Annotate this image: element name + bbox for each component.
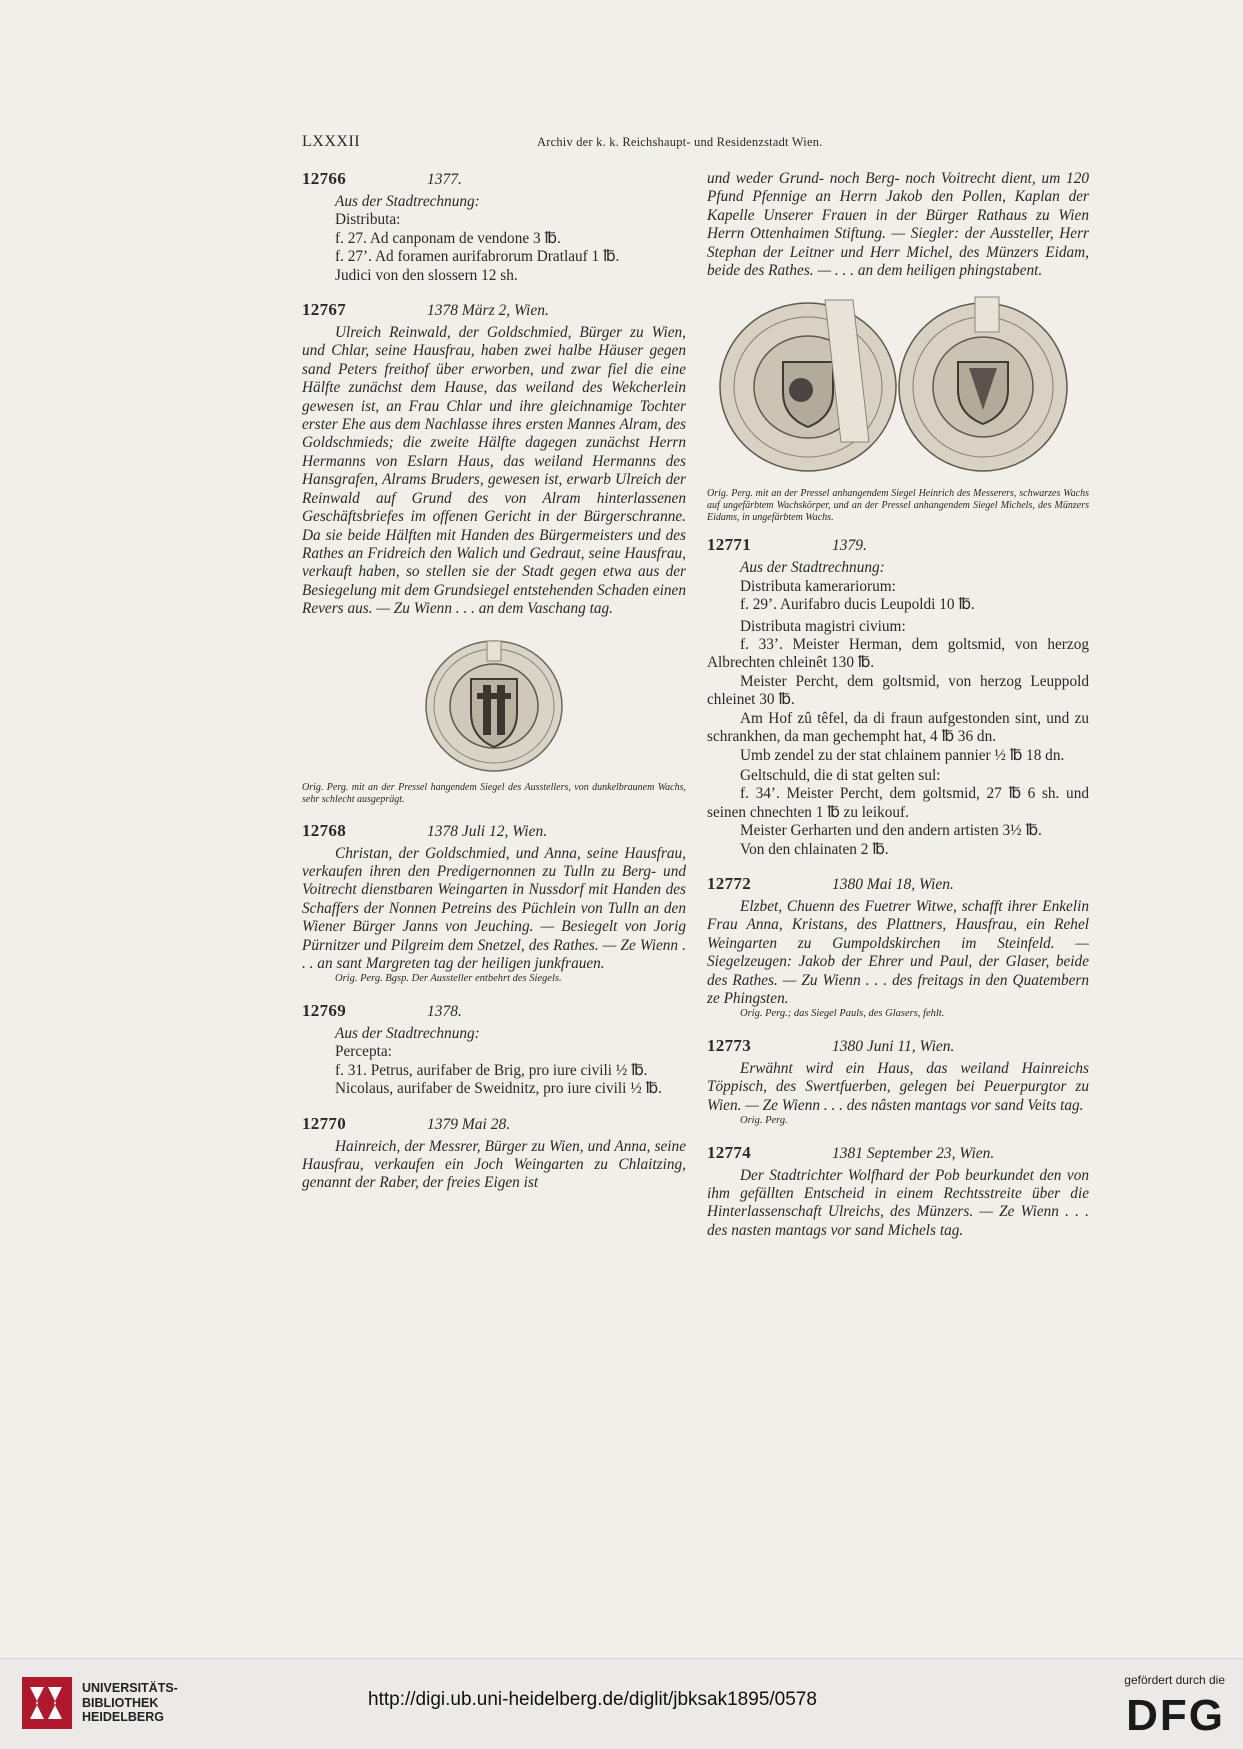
entry-12773 [707,1037,1089,1128]
entry-number: 12771 [707,535,751,555]
entry-note: Orig. Perg. Bgsp. Der Aussteller entbehrt des Siegels. [335,973,562,985]
entry-line: Distributa kamerariorum: [740,577,896,595]
entry-12770 [302,1115,686,1193]
entry-line: Distributa magistri civium: [740,617,906,635]
entry-12766 [302,170,686,285]
entry-12772 [707,875,1089,1021]
entry-line: Distributa: [335,211,401,229]
entry-date: 1377. [427,171,462,188]
entry-12768 [302,822,686,986]
footer-bar [0,1658,1243,1749]
entry-number: 12768 [302,820,346,840]
entry-date: 1378 Juli 12, Wien. [427,822,548,840]
entry-line: f. 27. Ad canponam de vendone 3 ℔. [335,229,561,247]
library-name-line: HEIDELBERG [82,1710,164,1724]
entry-line: f. 31. Petrus, aurifaber de Brig, pro iure civili ½ ℔. [335,1061,648,1079]
entry-12767 [302,301,686,806]
entry-12769 [302,1002,686,1099]
left-column [302,170,686,1209]
entry-text: Erwähnt wird ein Haus, das weiland Hainreichs Töppisch, des Swertfuerben, gelegen bei Peuerpurgtor zu Wien. — Ze Wienn . . . des nâsten mantags vor sand Veits tag. [707,1059,1089,1114]
library-name-line: UNIVERSITÄTS- [82,1681,178,1695]
entry-date: 1379. [832,537,867,555]
entry-text: Hainreich, der Messrer, Bürger zu Wien, und Anna, seine Hausfrau, verkaufen ein Joch Weingarten zu Chlaitzing, genannt der Raber, der freies Eigen ist [302,1137,686,1192]
entry-line: f. 33’. Meister Herman, dem goltsmid, von herzog Albrechten chleinêt 130 ℔. [707,636,1089,672]
entry-text: Der Stadtrichter Wolfhard der Pob beurkundet den von ihm gefällten Entscheid in einem Rechtsstreite über die Hinterlassenschaft Ulreichs, des Münzers. — Ze Wienn . . . des nasten mantags vor sand Michels tag. [707,1166,1089,1239]
entry-line: f. 29’. Aurifabro ducis Leupoldi 10 ℔. [740,596,975,614]
library-name-line: BIBLIOTHEK [82,1695,159,1710]
entry-12771 [707,536,1089,859]
entry-number: 12767 [302,300,346,320]
entry-line: Aus der Stadtrechnung: [740,559,885,577]
entry-text: Elzbet, Chuenn des Fuetrer Witwe, schafft ihrer Enkelin Frau Anna, Kristans, des Plattners, Hausfrau, ein Rehel Weingarten zu Gumpoldskirchen im Steinfeld. — Siegelzeugen: Jakob der Ehrer und Paul, der Glaser, beide des Rathes. — Zu Wienn . . . des freitags in den Quatembern ze Phingsten. [707,897,1089,1007]
entry-line: f. 34’. Meister Percht, dem goltsmid, 27 ℔ 6 sh. und seinen chnechten 1 ℔ zu leikouf. [707,785,1089,821]
entry-number: 12770 [302,1113,346,1133]
entry-12774 [707,1144,1089,1241]
entry-12770-continuation: und weder Grund- noch Berg- noch Voitrecht dient, um 120 Pfund Pfennige an Herrn Jakob den Pollen, Kaplan der Kapelle Unserer Frauen in der Bürger Rathaus zu Wien Herrn Ottenhaimen Stiftung. — Siegler: der Aussteller, Herr Stephan der Leitner und Herr Michel, des Münzers Eidam, beide des Rathes. — . . . an dem heiligen phingstabent. [707,170,1089,280]
figure-caption: Orig. Perg. mit an der Pressel hangendem Siegel des Ausstellers, von dunkelbraunem Wachs, sehr schlecht ausgeprägt. [302,781,686,805]
entry-date: 1380 Juni 11, Wien. [832,1037,955,1055]
entry-text: Ulreich Reinwald, der Goldschmied, Bürger zu Wien, und Chlar, seine Hausfrau, haben zwei halbe Häuser gegen sand Peters freithof über erworben, und zwar fiel die eine Hälfte zunächst dem Hause, das weiland des Wekcherlein gewesen ist, an Frau Chlar und ihre gleichnamige Tochter erster Ehe aus dem Nachlasse ihres ersten Mannes Alram, des Goldschmieds; die zweite Hälfte dagegen zunächst Herrn Hermanns von Eslarn Haus, das weiland Hermanns des Hansgrafen, Alrams Bruders, gewesen ist, erwarb Ulreich der Reinwald auf Grund des von Alram hinterlassenen Geschäftsbriefes im offenen Gericht in der Bürgerschranne. Da sie beide Hälften mit Handen des Bürgermeisters und des Rathes an Fridreich den Walich und Gedraut, seine Hausfrau, verkauft haben, so stellen sie der Stadt gegen etwa aus der Besiegelung mit dem Grundsiegel entstehenden Schaden einen Revers aus. — Zu Wienn . . . an dem Vaschang tag. [302,324,686,618]
entry-line: Geltschuld, die di stat gelten sul: [740,766,941,784]
funding-label: gefördert durch die [1124,1673,1225,1687]
entry-number: 12769 [302,1000,346,1020]
page-folio: LXXXII [302,133,361,150]
entry-date: 1381 September 23, Wien. [832,1144,995,1162]
entry-date: 1380 Mai 18, Wien. [832,875,954,893]
library-name [82,1681,178,1725]
entry-note: Orig. Perg. [740,1115,788,1127]
entry-line: Percepta: [335,1043,392,1061]
entry-line: Judici von den slossern 12 sh. [335,266,518,284]
entry-date: 1379 Mai 28. [427,1115,511,1133]
entry-line: Nicolaus, aurifaber de Sweidnitz, pro iure civili ½ ℔. [335,1080,662,1098]
entry-number: 12772 [707,873,751,893]
entry-text: Christan, der Goldschmied, und Anna, seine Hausfrau, verkaufen ihren den Predigernonnen zu Tulln zu Berg- und Voitrecht dienstbaren Weingarten in Nussdorf mit Handen des Schaffers der Nonnen Petreins des Püchlein von Tulln an den Wiener Bürger Janns von Jeuching. — Besiegelt von Jorig Pürnitzer und Pilgreim dem Snetzel, des Rathes. — Ze Wienn . . . an sant Margreten tag der heiligen junkfrauen. [302,844,686,972]
two-seals-image [713,292,1083,482]
university-library-logo-icon [22,1677,72,1729]
entry-line: Von den chlainaten 2 ℔. [740,840,889,858]
entry-date: 1378. [427,1002,462,1020]
entry-line: Umb zendel zu der stat chlainem pannier ½ ℔ 18 dn. [740,746,1065,764]
dfg-logo: DFG [1126,1691,1225,1740]
entry-line: Meister Gerharten und den andern artisten 3½ ℔. [740,822,1042,840]
running-title: Archiv der k. k. Reichshaupt- und Residenzstadt Wien. [537,135,823,149]
permalink-url[interactable]: http://digi.ub.uni-heidelberg.de/diglit/jbksak1895/0578 [368,1689,817,1710]
entry-line: Aus der Stadtrechnung: [335,1024,480,1042]
entry-line: f. 27’. Ad foramen aurifabrorum Dratlauf 1 ℔. [335,248,620,266]
entry-number: 12774 [707,1142,751,1162]
entry-date: 1378 März 2, Wien. [427,302,549,320]
entry-line: Meister Percht, dem goltsmid, von herzog Leuppold chleinet 30 ℔. [707,672,1089,709]
right-column [707,170,1089,1256]
entry-number: 12766 [302,169,346,188]
entry-line: Am Hof zû têfel, da di fraun aufgestonden sint, und zu schrankhen, da man gechempht hat, 4 ℔ 36 dn. [707,709,1089,746]
entry-line: Aus der Stadtrechnung: [335,193,480,210]
entry-note: Orig. Perg.; das Siegel Pauls, des Glasers, fehlt. [740,1008,945,1020]
seal-image [419,631,569,776]
figure-caption: Orig. Perg. mit an der Pressel anhangendem Siegel Heinrich des Messerers, schwarzes Wachs auf ungefärbtem Wachskörper, und an der Pressel anhangendem Siegel Michels, des Münzers Eidams, in ungefärbtem Wachs. [707,488,1089,524]
entry-number: 12773 [707,1035,751,1055]
